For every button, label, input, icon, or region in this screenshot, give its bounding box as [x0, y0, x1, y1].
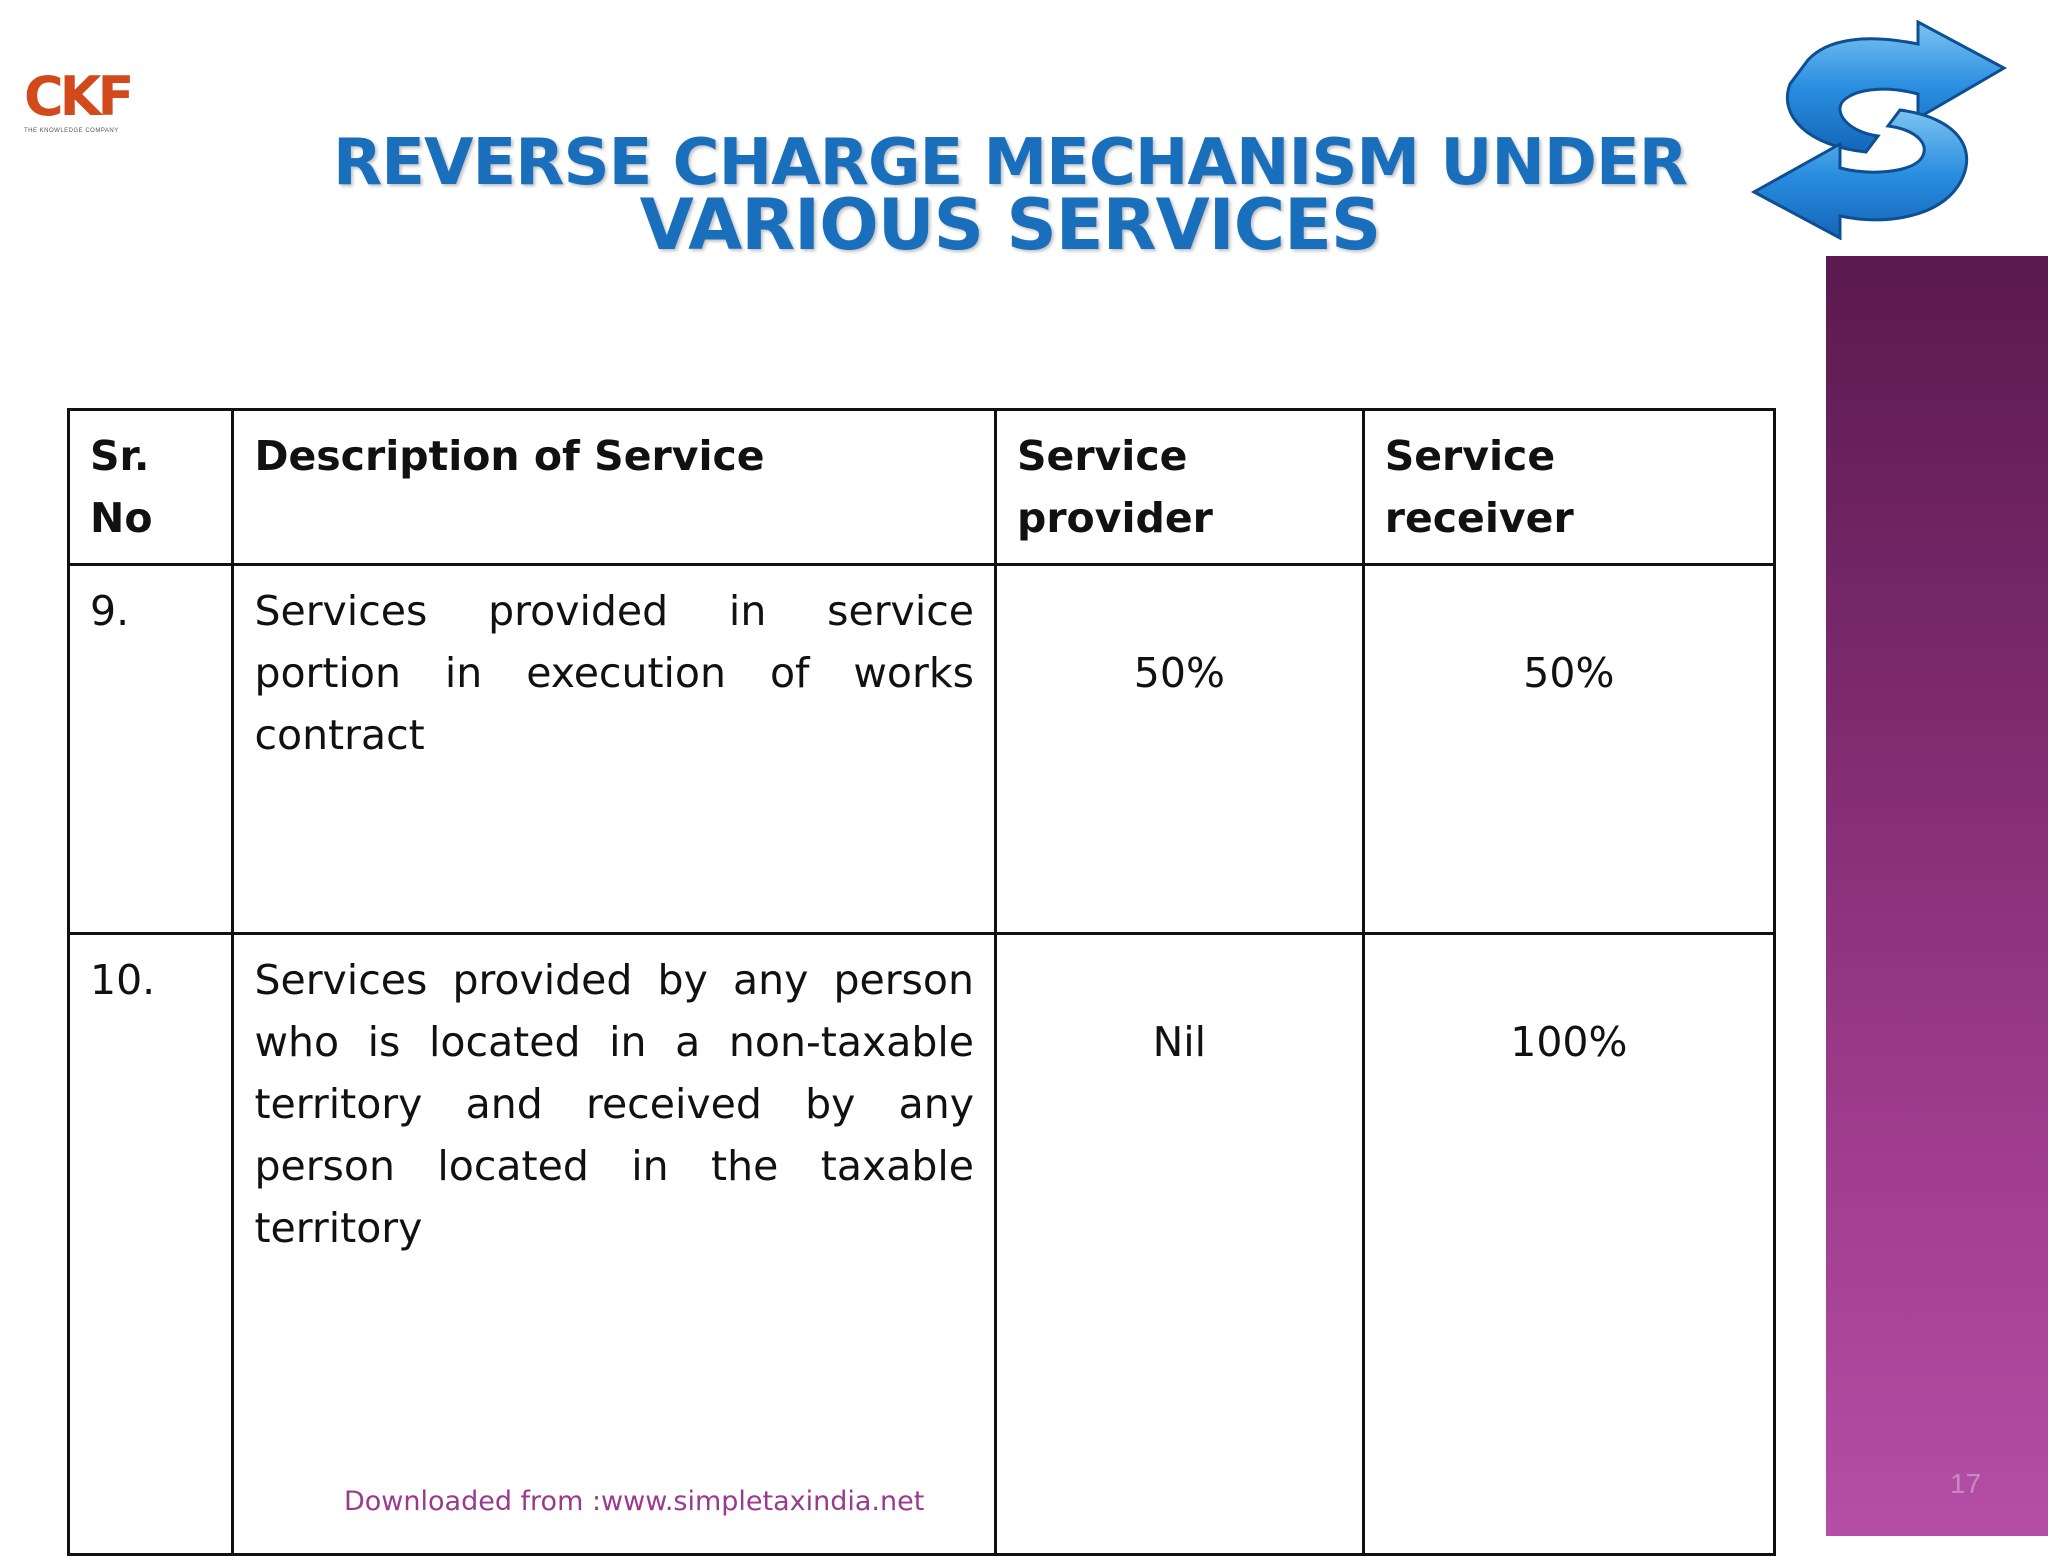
title-line-1: REVERSE CHARGE MECHANISM UNDER [332, 126, 1688, 200]
header-sr-no: Sr. No [69, 410, 233, 565]
cycle-arrows-icon [1748, 20, 2010, 240]
cell-description: Services provided in service portion in execution of works contract [233, 565, 996, 934]
cell-service-provider: 50% [995, 565, 1363, 934]
slide-title [260, 126, 1760, 266]
title-line-2: VARIOUS SERVICES [639, 184, 1381, 266]
cell-service-receiver: 50% [1363, 565, 1774, 934]
cell-service-provider: Nil [995, 934, 1363, 1555]
table-header-row [69, 410, 1775, 565]
table-row [69, 934, 1775, 1555]
header-description: Description of Service [233, 410, 996, 565]
decorative-side-band [1826, 256, 2048, 1536]
header-service-receiver: Service receiver [1363, 410, 1774, 565]
footer-source-text: Downloaded from :www.simpletaxindia.net [344, 1486, 925, 1517]
cell-service-receiver: 100% [1363, 934, 1774, 1555]
cell-sr-no: 9. [69, 565, 233, 934]
cell-sr-no: 10. [69, 934, 233, 1555]
header-service-provider: Service provider [995, 410, 1363, 565]
logo-tagline: THE KNOWLEDGE COMPANY [24, 128, 119, 134]
cell-description: Services provided by any person who is located in a non-taxable territory and received by any person located in the taxable territory [233, 934, 996, 1555]
services-table [67, 408, 1776, 1556]
company-logo [24, 65, 154, 144]
table-row [69, 565, 1775, 934]
page-number: 17 [1950, 1468, 1982, 1499]
logo-mark: CKF [24, 65, 131, 128]
